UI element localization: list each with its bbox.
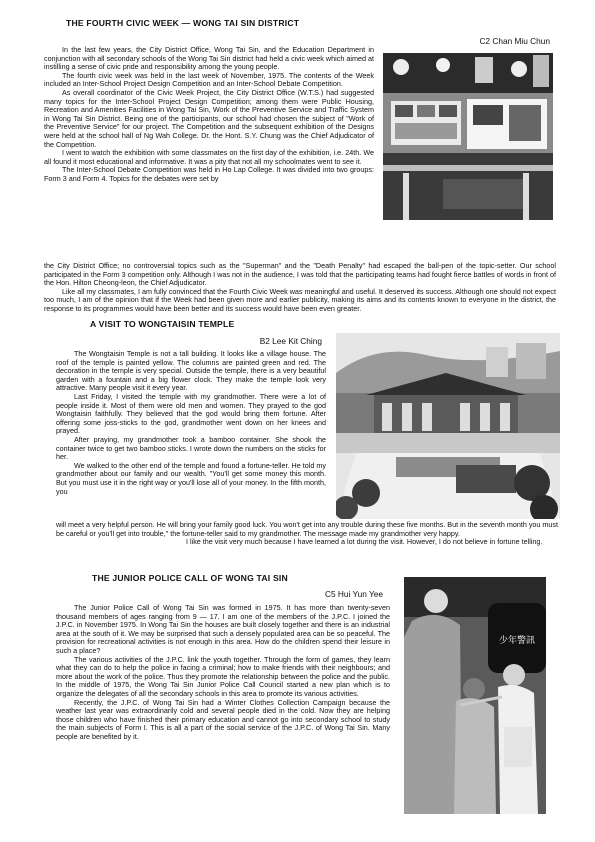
article-body-temple-top bbox=[56, 350, 326, 496]
article-title-temple: A VISIT TO WONGTAISIN TEMPLE bbox=[90, 319, 235, 329]
article-author-temple: B2 Lee Kit Ching bbox=[259, 336, 322, 346]
article-title-civic-week: THE FOURTH CIVIC WEEK — WONG TAI SIN DISTRICT bbox=[66, 18, 300, 28]
paragraph: The Junior Police Call of Wong Tai Sin was formed in 1975. It has more than twenty-seven thousand members of ages ranging from 9 — 17. I am one of the members of the J.P.C. I joined the J.P.C. in November 1975. In Wong Tai Sin the houses are built closely together and there is an industrial area at the south of it. We may be surprised that such a densely populated area can be so peaceful. The provision for recreational activities is not enough in this area. How do the children spend their leisure in such a place? bbox=[56, 603, 390, 655]
paragraph: As overall coordinator of the Civic Week Project, the City District Office (W.T.S.) had suggested many topics for the Inter-School Project Design Competition; among them were Public Housing, Recreation and Amenities Facilities in Wong Tai Sin, Work of the Preventive Service and Traffic System in Wong Tai Sin District. Being one of the participants, our school had chosen the subject of "Work of the Preventive Service" for our project. The Competition and the subsequent exhibition of the Designs were held at the school hall of Ng Wah College. Dr. the Hont. S.Y. Chung was the Chief Adjudicator of the Competition. bbox=[44, 87, 374, 149]
article-body-jpc bbox=[56, 604, 390, 742]
article-author-jpc: C5 Hui Yun Yee bbox=[325, 589, 383, 599]
paragraph: I went to watch the exhibition with some classmates on the first day of the exhibition, i.e. 24th. We all found it most educational and informative. It was a pity that not all my schoolmates went to see it. bbox=[44, 148, 374, 166]
paragraph: The Wongtaisin Temple is not a tall building. It looks like a village house. The roof of the temple is painted yellow. The columns are painted green and red. The decoration in the temple is very special. Outside the temple, there is a very beautiful garden with a fountain and a big flower clock. They make the temple look very attractive. Many people visit it every year. bbox=[56, 349, 326, 393]
paragraph: Last Friday, I visited the temple with my grandmother. There were a lot of people inside it. Most of them were old men and women. They prayed to the god Wongtaisin faithfully. They believed that the god would bring them fortune. After offering some joss-sticks to the god, grandmother went down on her knees and prayed. bbox=[56, 391, 326, 436]
paragraph: The fourth civic week was held in the last week of November, 1975. The contents of the Week included an Inter-School Project Design Competition and an Inter-School Debate Competition. bbox=[44, 70, 374, 89]
photo-wongtaisin-temple bbox=[336, 333, 560, 519]
photo-junior-police-call bbox=[404, 577, 546, 814]
article-body-temple-bottom bbox=[56, 521, 558, 547]
paragraph: Like all my classmates, I am fully convinced that the Fourth Civic Week was meaningful and useful. It deserved its success. Although one should not expect too much, I am of the opinion that if the Week had been given more and earlier publicity, making its aims and its contents known to everyone in the district, the response to its programmes would have been better and its success would have been even greater. bbox=[44, 286, 556, 313]
paragraph: After praying, my grandmother took a bamboo container. She shook the container twice to get two bamboo sticks. I wrote down the numbers on the sticks for her. bbox=[56, 434, 326, 462]
paragraph: will meet a very helpful person. He will bring your family good luck. You won't get into any trouble during these five months. But in the seventh month you must be careful or you'll get into trouble," the fortune-teller said to my grandmother. The message made my grandmother very happy. bbox=[56, 520, 558, 538]
paragraph: In the last few years, the City District Office, Wong Tai Sin, and the Education Department in conjunction with all secondary schools of the Wong Tai Sin district had held a civic week which aimed at instilling a sense of civic pride and responsibility among the young people. bbox=[44, 45, 374, 72]
article-author-civic-week: C2 Chan Miu Chun bbox=[479, 36, 550, 46]
photo-exhibition-display bbox=[383, 53, 553, 220]
paragraph: The Inter-School Debate Competition was held in Ho Lap College. It was divided into two groups: Form 3 and Form 4. Topics for the debates were set by bbox=[44, 165, 374, 183]
paragraph: I like the visit very much because I have learned a lot during the visit. However, I do not believe in fortune telling. bbox=[186, 537, 543, 547]
paragraph: We walked to the other end of the temple and found a fortune-teller. He told my grandmother about our family and our wealth. "You'll get some money this month. But you must use it in the right way or you'll lose all of your money. In the fifth month, you bbox=[56, 460, 326, 496]
jpc-sign-text: 少年警訊 bbox=[498, 636, 536, 646]
article-title-jpc: THE JUNIOR POLICE CALL OF WONG TAI SIN bbox=[92, 573, 288, 583]
paragraph: Recently, the J.P.C. of Wong Tai Sin had a Winter Clothes Collection Campaign because the weather last year was extraordinarily cold and several people died in the cold. Now they are helping those children who have finished their primary education and cannot go into secondary school to study the main subjects of Form I. This is all a part of the social service of the J.P.C. of Wong Tai Sin. Many people are benefited by it. bbox=[56, 697, 390, 741]
paragraph: The various activities of the J.P.C. link the youth together. Through the form of games, they learn what they can do to help the police in facing a criminal; how to make friends with their neighbours; and more about the work of the police. Thus they promote the relationship between the police and the public. In the middle of 1975, the Wong Tai Sin Junior Police Call Council started a new plan which is to organize the delegates of all the secondary schools in this area to promote its various activities. bbox=[56, 654, 390, 698]
article-body-civic-week-top bbox=[44, 46, 374, 184]
paragraph: the City District Office; no controversial topics such as the "Superman" and the "Death Penalty" had escaped the ball-pen of the topic-setter. Our school participated in the Form 3 competition only. Although I was not in the audience, I was told that the participating teams had fought fierce battles of words in front of the Hon. Hilton Cheong-leon, the Chief Adjudicator. bbox=[44, 261, 556, 288]
article-body-civic-week-bottom bbox=[44, 262, 556, 314]
